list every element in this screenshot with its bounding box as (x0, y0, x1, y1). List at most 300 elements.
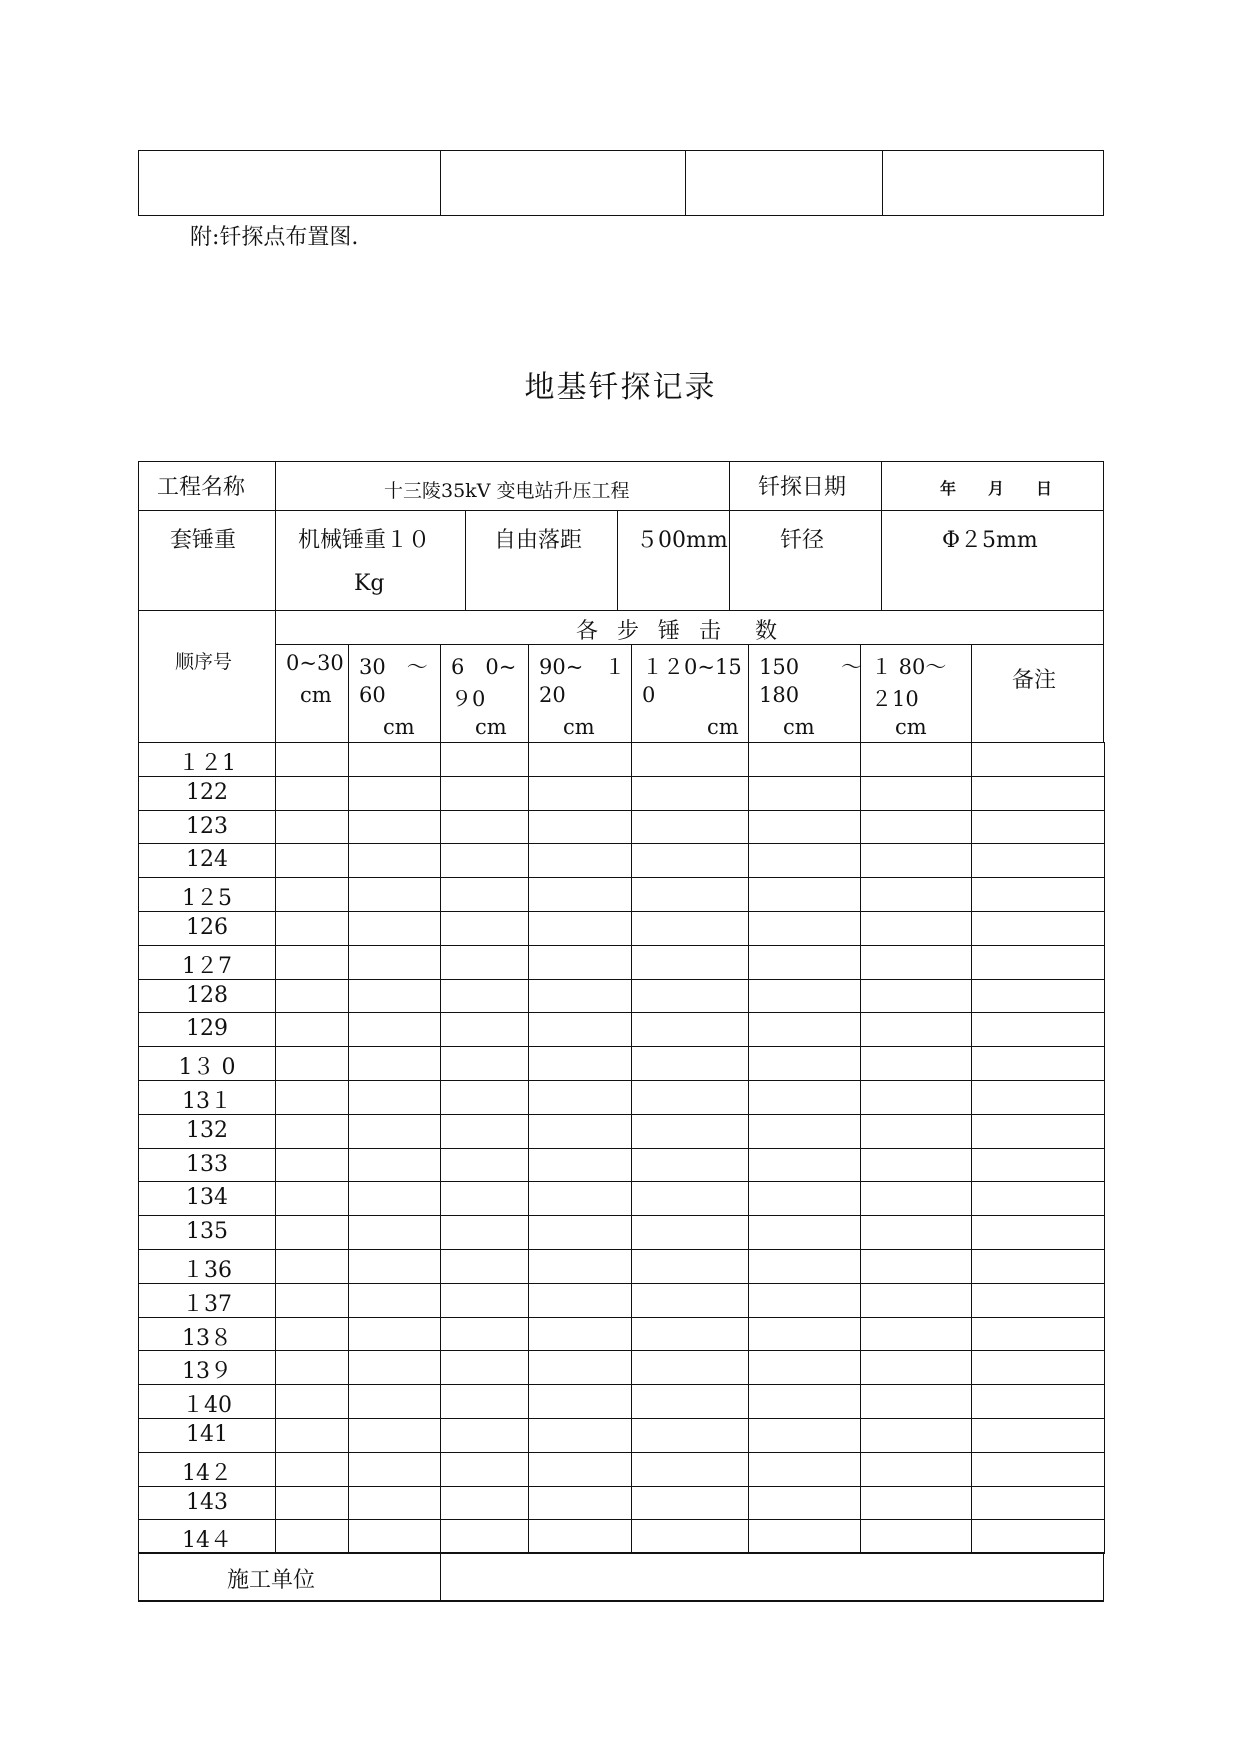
top-table-cell (138, 150, 441, 216)
blow-count-cell[interactable] (440, 843, 529, 878)
blow-count-cell[interactable] (631, 1249, 749, 1284)
row-seq-number: 132 (186, 1118, 228, 1143)
blow-count-cell[interactable] (275, 1519, 349, 1554)
blow-count-cell[interactable] (440, 1350, 529, 1385)
unit-label: 施工单位 (227, 1568, 316, 1593)
depth-column-header (275, 644, 349, 743)
row-seq-cell (138, 1486, 276, 1520)
depth-column-header (528, 644, 632, 743)
depth-header-line: cm (707, 715, 739, 739)
depth-header-line: ２10 (871, 687, 919, 711)
row-seq-cell (138, 1249, 276, 1284)
blow-count-cell[interactable] (528, 1283, 632, 1318)
blow-count-cell[interactable] (748, 1114, 861, 1149)
depth-header-line: cm (895, 715, 927, 739)
blow-count-cell[interactable] (528, 1519, 632, 1554)
blow-count-cell[interactable] (860, 1181, 972, 1216)
blow-count-cell[interactable] (348, 1317, 441, 1351)
blow-count-cell[interactable] (440, 945, 529, 980)
blow-count-cell[interactable] (440, 1452, 529, 1487)
blow-count-cell[interactable] (631, 1350, 749, 1385)
page-title: 地基钎探记录 (524, 370, 717, 405)
depth-header-line: cm (383, 715, 415, 739)
blow-count-cell[interactable] (275, 1148, 349, 1182)
blow-count-cell[interactable] (631, 1181, 749, 1216)
blow-count-cell[interactable] (348, 1046, 441, 1081)
blow-count-cell[interactable] (348, 742, 441, 777)
unit-label-cell (138, 1552, 441, 1602)
unit-value-field[interactable] (440, 1552, 1104, 1602)
blow-count-cell[interactable] (748, 1215, 861, 1250)
blow-count-cell[interactable] (348, 1486, 441, 1520)
blow-count-cell[interactable] (348, 1080, 441, 1115)
blow-count-cell[interactable] (528, 979, 632, 1013)
date-field[interactable] (881, 461, 1104, 511)
rod-label-cell (729, 510, 882, 611)
hammer-value-cell[interactable] (275, 510, 466, 611)
depth-header-line: 0 (642, 683, 656, 707)
blow-count-cell[interactable] (971, 1317, 1105, 1351)
top-table-cell (685, 150, 883, 216)
depth-column-header (440, 644, 529, 743)
hammer-value-line1: 机械锤重１０ (298, 528, 431, 553)
blow-count-cell[interactable] (348, 1418, 441, 1453)
blow-count-cell[interactable] (971, 1046, 1105, 1081)
blow-count-cell[interactable] (440, 810, 529, 844)
blow-count-cell[interactable] (440, 1519, 529, 1554)
blow-count-cell[interactable] (860, 877, 972, 912)
blow-count-cell[interactable] (528, 877, 632, 912)
row-seq-cell (138, 1283, 276, 1318)
blow-count-cell[interactable] (348, 1181, 441, 1216)
blow-count-cell[interactable] (440, 1486, 529, 1520)
depth-header-line: １２0~15 (642, 655, 742, 679)
row-seq-cell (138, 979, 276, 1013)
blow-count-cell[interactable] (275, 1249, 349, 1284)
blow-count-cell[interactable] (275, 1114, 349, 1149)
row-seq-number: 141 (186, 1422, 228, 1447)
depth-column-header (860, 644, 972, 743)
blow-count-cell[interactable] (631, 877, 749, 912)
blow-count-cell[interactable] (348, 776, 441, 811)
blow-count-cell[interactable] (971, 1350, 1105, 1385)
blow-count-cell[interactable] (971, 1519, 1105, 1554)
blow-count-cell[interactable] (631, 1283, 749, 1318)
blow-count-cell[interactable] (440, 1012, 529, 1047)
hammer-label-cell (138, 510, 276, 611)
blow-count-cell[interactable] (971, 1249, 1105, 1284)
blow-count-cell[interactable] (440, 1046, 529, 1081)
row-seq-number: 122 (186, 780, 228, 805)
blow-count-cell[interactable] (275, 843, 349, 878)
blow-count-cell[interactable] (348, 1519, 441, 1554)
depth-header-line: cm (475, 715, 507, 739)
blow-count-cell[interactable] (860, 1215, 972, 1250)
blow-count-cell[interactable] (528, 742, 632, 777)
row-seq-number: １40 (182, 1393, 232, 1418)
row-seq-cell (138, 1181, 276, 1216)
blow-count-cell[interactable] (528, 1350, 632, 1385)
blow-count-cell[interactable] (528, 1418, 632, 1453)
blow-count-cell[interactable] (631, 776, 749, 811)
depth-header-line: 150 ～ (759, 655, 863, 679)
blow-count-cell[interactable] (748, 1080, 861, 1115)
blow-count-cell[interactable] (748, 1181, 861, 1216)
blow-count-cell[interactable] (860, 742, 972, 777)
blow-count-cell[interactable] (528, 1317, 632, 1351)
blow-count-cell[interactable] (440, 1181, 529, 1216)
blow-count-cell[interactable] (631, 810, 749, 844)
depth-header-line: cm (783, 715, 815, 739)
blow-count-cell[interactable] (748, 810, 861, 844)
depth-header-line: 90~ １ (539, 655, 626, 679)
blow-count-cell[interactable] (275, 742, 349, 777)
blow-count-cell[interactable] (748, 979, 861, 1013)
row-seq-cell (138, 1384, 276, 1419)
blow-count-cell[interactable] (440, 1384, 529, 1419)
row-seq-cell (138, 810, 276, 844)
blow-count-cell[interactable] (860, 1350, 972, 1385)
blow-count-cell[interactable] (275, 877, 349, 912)
row-seq-number: 126 (186, 915, 228, 940)
project-name-label-cell (138, 461, 276, 511)
blow-count-cell[interactable] (528, 1012, 632, 1047)
date-label: 钎探日期 (758, 475, 847, 500)
blow-count-cell[interactable] (348, 1215, 441, 1250)
row-seq-number: 13１ (182, 1089, 232, 1114)
blow-count-cell[interactable] (528, 945, 632, 980)
row-seq-cell (138, 1080, 276, 1115)
blow-count-cell[interactable] (748, 776, 861, 811)
depth-header-line: 0~30 (286, 651, 344, 675)
blow-count-cell[interactable] (528, 1148, 632, 1182)
blow-count-cell[interactable] (748, 1317, 861, 1351)
blow-count-cell[interactable] (748, 843, 861, 878)
drop-value-cell[interactable] (617, 510, 730, 611)
blow-count-cell[interactable] (275, 1350, 349, 1385)
blow-count-cell[interactable] (348, 877, 441, 912)
blow-count-cell[interactable] (348, 810, 441, 844)
row-seq-cell (138, 843, 276, 878)
blow-count-cell[interactable] (860, 1519, 972, 1554)
blow-count-cell[interactable] (748, 1148, 861, 1182)
blow-count-cell[interactable] (528, 1249, 632, 1284)
blow-count-cell[interactable] (275, 776, 349, 811)
blow-count-cell[interactable] (348, 1148, 441, 1182)
row-seq-number: 128 (186, 983, 228, 1008)
blow-count-cell[interactable] (631, 1452, 749, 1487)
blow-count-cell[interactable] (971, 945, 1105, 980)
row-seq-number: 133 (186, 1152, 228, 1177)
blow-count-cell[interactable] (748, 911, 861, 946)
blow-count-cell[interactable] (528, 1046, 632, 1081)
blow-count-cell[interactable] (528, 1452, 632, 1487)
blow-count-cell[interactable] (631, 1012, 749, 1047)
blow-count-cell[interactable] (631, 742, 749, 777)
blow-count-cell[interactable] (440, 1283, 529, 1318)
blow-count-cell[interactable] (748, 945, 861, 980)
blow-count-cell[interactable] (631, 1215, 749, 1250)
project-name-field[interactable] (275, 461, 730, 511)
hammer-label: 套锤重 (170, 528, 237, 553)
blow-count-cell[interactable] (528, 911, 632, 946)
row-seq-cell (138, 911, 276, 946)
depth-header-line: 30 ～ (359, 655, 428, 679)
blow-count-cell[interactable] (275, 1283, 349, 1318)
rod-label: 钎径 (780, 528, 825, 553)
blow-count-cell[interactable] (631, 1317, 749, 1351)
blow-count-cell[interactable] (275, 1418, 349, 1453)
blow-count-cell[interactable] (631, 1148, 749, 1182)
blow-count-cell[interactable] (528, 1181, 632, 1216)
blow-count-cell[interactable] (440, 1215, 529, 1250)
blow-count-cell[interactable] (860, 911, 972, 946)
blow-count-cell[interactable] (860, 979, 972, 1013)
blow-count-cell[interactable] (971, 1452, 1105, 1487)
blow-count-cell[interactable] (631, 1486, 749, 1520)
depth-header-line: １ 80～ (871, 655, 947, 679)
row-seq-number: 134 (186, 1185, 228, 1210)
blow-count-cell[interactable] (440, 776, 529, 811)
blow-count-cell[interactable] (275, 1181, 349, 1216)
date-value: 年 月 日 (940, 479, 1053, 498)
blow-count-cell[interactable] (440, 742, 529, 777)
blow-count-cell[interactable] (348, 1012, 441, 1047)
row-seq-cell (138, 1350, 276, 1385)
row-seq-cell (138, 1519, 276, 1554)
blow-count-cell[interactable] (971, 1012, 1105, 1047)
remark-label-cell (971, 644, 1104, 743)
row-seq-number: 135 (186, 1219, 228, 1244)
blow-count-cell[interactable] (748, 1012, 861, 1047)
blow-count-cell[interactable] (631, 979, 749, 1013)
blow-count-cell[interactable] (860, 1486, 972, 1520)
blow-count-cell[interactable] (348, 843, 441, 878)
blow-count-cell[interactable] (971, 1148, 1105, 1182)
blow-count-cell[interactable] (440, 1114, 529, 1149)
blow-count-cell[interactable] (348, 1283, 441, 1318)
row-seq-number: １37 (182, 1292, 232, 1317)
depth-header-line: cm (300, 683, 332, 707)
rod-value-cell[interactable] (881, 510, 1104, 611)
blow-count-cell[interactable] (971, 843, 1105, 878)
blow-count-cell[interactable] (748, 1249, 861, 1284)
top-table-cell (882, 150, 1104, 216)
blow-count-cell[interactable] (748, 1283, 861, 1318)
blow-count-cell[interactable] (631, 1384, 749, 1419)
blow-count-cell[interactable] (971, 1181, 1105, 1216)
blow-count-cell[interactable] (275, 979, 349, 1013)
row-seq-number: 129 (186, 1016, 228, 1041)
blow-count-cell[interactable] (748, 1384, 861, 1419)
blow-count-cell[interactable] (860, 810, 972, 844)
row-seq-number: 13８ (182, 1326, 232, 1351)
blow-count-cell[interactable] (440, 911, 529, 946)
row-seq-cell (138, 1452, 276, 1487)
blow-count-cell[interactable] (860, 945, 972, 980)
blow-count-cell[interactable] (528, 1384, 632, 1419)
blow-count-cell[interactable] (748, 1350, 861, 1385)
blow-count-cell[interactable] (528, 1114, 632, 1149)
depth-header-line: cm (563, 715, 595, 739)
blow-count-cell[interactable] (971, 1114, 1105, 1149)
blow-count-cell[interactable] (348, 1350, 441, 1385)
blow-count-cell[interactable] (971, 1215, 1105, 1250)
blow-count-cell[interactable] (631, 945, 749, 980)
row-seq-number: 124 (186, 847, 228, 872)
blow-count-cell[interactable] (860, 1249, 972, 1284)
top-table-cell (440, 150, 686, 216)
remark-label: 备注 (1012, 668, 1057, 693)
row-seq-cell (138, 1148, 276, 1182)
blow-count-cell[interactable] (440, 877, 529, 912)
blow-count-cell[interactable] (971, 979, 1105, 1013)
blow-count-cell[interactable] (275, 1452, 349, 1487)
row-seq-number: 14４ (182, 1528, 232, 1553)
blow-count-cell[interactable] (748, 877, 861, 912)
blow-count-cell[interactable] (348, 979, 441, 1013)
blow-count-cell[interactable] (971, 1080, 1105, 1115)
row-seq-number: １36 (182, 1258, 232, 1283)
blow-count-cell[interactable] (971, 1384, 1105, 1419)
blow-count-cell[interactable] (631, 911, 749, 946)
blow-count-cell[interactable] (528, 810, 632, 844)
blow-count-cell[interactable] (275, 1317, 349, 1351)
blow-count-cell[interactable] (860, 1452, 972, 1487)
row-seq-cell (138, 1215, 276, 1250)
row-seq-cell (138, 1046, 276, 1081)
blow-count-cell[interactable] (971, 810, 1105, 844)
rod-value: Φ２5mm (942, 528, 1038, 553)
row-seq-number: １２1 (178, 751, 236, 776)
hammer-value-line2: Kg (354, 571, 385, 596)
attachment-caption: 附:钎探点布置图. (190, 225, 359, 250)
depth-header-line: 6 0~ (451, 655, 517, 679)
depth-column-header (348, 644, 441, 743)
blow-count-cell[interactable] (275, 810, 349, 844)
blow-count-cell[interactable] (275, 911, 349, 946)
row-seq-cell (138, 877, 276, 912)
depth-header-line: ９0 (451, 687, 486, 711)
blow-count-cell[interactable] (631, 1519, 749, 1554)
row-seq-number: 14２ (182, 1461, 232, 1486)
blow-count-cell[interactable] (860, 1046, 972, 1081)
blow-count-cell[interactable] (528, 1215, 632, 1250)
blow-count-cell[interactable] (275, 1486, 349, 1520)
row-seq-number: 143 (186, 1490, 228, 1515)
blow-count-cell[interactable] (748, 1519, 861, 1554)
blow-count-cell[interactable] (440, 1148, 529, 1182)
blow-count-cell[interactable] (860, 1012, 972, 1047)
row-seq-cell (138, 945, 276, 980)
row-seq-cell (138, 776, 276, 811)
blow-count-cell[interactable] (631, 1046, 749, 1081)
blow-count-cell[interactable] (440, 1080, 529, 1115)
blow-count-cell[interactable] (275, 1046, 349, 1081)
blow-count-cell[interactable] (275, 1384, 349, 1419)
blow-count-cell[interactable] (748, 1486, 861, 1520)
blow-count-cell[interactable] (348, 1384, 441, 1419)
row-seq-cell (138, 1317, 276, 1351)
row-seq-cell (138, 1418, 276, 1453)
blow-count-cell[interactable] (748, 742, 861, 777)
seq-label: 顺序号 (175, 651, 233, 673)
blow-count-cell[interactable] (860, 843, 972, 878)
row-seq-number: 1２7 (182, 954, 232, 979)
blow-count-group-label: 各 步 锤 击 数 (576, 619, 783, 644)
blow-count-cell[interactable] (348, 911, 441, 946)
seq-label-cell (138, 610, 276, 743)
blow-count-cell[interactable] (528, 1080, 632, 1115)
blow-count-cell[interactable] (631, 1080, 749, 1115)
blow-count-cell[interactable] (971, 911, 1105, 946)
blow-count-cell[interactable] (440, 979, 529, 1013)
blow-count-cell[interactable] (971, 742, 1105, 777)
blow-count-cell[interactable] (440, 1418, 529, 1453)
blow-count-cell[interactable] (971, 1283, 1105, 1318)
blow-count-cell[interactable] (631, 1114, 749, 1149)
blow-count-group-cell (275, 610, 1104, 645)
row-seq-number: 1２5 (182, 886, 232, 911)
depth-header-line: 180 (759, 683, 800, 707)
blow-count-cell[interactable] (971, 1418, 1105, 1453)
blow-count-cell[interactable] (971, 1486, 1105, 1520)
blow-count-cell[interactable] (275, 1080, 349, 1115)
blow-count-cell[interactable] (528, 843, 632, 878)
blow-count-cell[interactable] (860, 1418, 972, 1453)
blow-count-cell[interactable] (860, 1148, 972, 1182)
date-label-cell (729, 461, 882, 511)
blow-count-cell[interactable] (275, 945, 349, 980)
blow-count-cell[interactable] (748, 1452, 861, 1487)
blow-count-cell[interactable] (348, 1114, 441, 1149)
row-seq-number: 13９ (182, 1359, 232, 1384)
row-seq-cell (138, 1012, 276, 1047)
blow-count-cell[interactable] (348, 1249, 441, 1284)
depth-column-header (631, 644, 749, 743)
blow-count-cell[interactable] (860, 1317, 972, 1351)
blow-count-cell[interactable] (348, 1452, 441, 1487)
blow-count-cell[interactable] (528, 776, 632, 811)
blow-count-cell[interactable] (860, 1080, 972, 1115)
blow-count-cell[interactable] (860, 776, 972, 811)
drop-label-cell (465, 510, 618, 611)
drop-label: 自由落距 (494, 528, 583, 553)
blow-count-cell[interactable] (631, 1418, 749, 1453)
blow-count-cell[interactable] (971, 776, 1105, 811)
blow-count-cell[interactable] (860, 1283, 972, 1318)
blow-count-cell[interactable] (748, 1418, 861, 1453)
drop-value: ５00mm (636, 528, 728, 553)
blow-count-cell[interactable] (528, 1486, 632, 1520)
project-name-label: 工程名称 (157, 475, 246, 500)
blow-count-cell[interactable] (631, 843, 749, 878)
row-seq-number: 1３ 0 (178, 1055, 236, 1080)
blow-count-cell[interactable] (971, 877, 1105, 912)
row-seq-number: 123 (186, 814, 228, 839)
blow-count-cell[interactable] (275, 1215, 349, 1250)
blow-count-cell[interactable] (440, 1249, 529, 1284)
blow-count-cell[interactable] (748, 1046, 861, 1081)
blow-count-cell[interactable] (860, 1114, 972, 1149)
depth-header-line: 20 (539, 683, 566, 707)
blow-count-cell[interactable] (440, 1317, 529, 1351)
blow-count-cell[interactable] (860, 1384, 972, 1419)
blow-count-cell[interactable] (348, 945, 441, 980)
project-name-value: 十三陵35kV 变电站升压工程 (384, 480, 630, 502)
row-seq-cell (138, 1114, 276, 1149)
blow-count-cell[interactable] (275, 1012, 349, 1047)
